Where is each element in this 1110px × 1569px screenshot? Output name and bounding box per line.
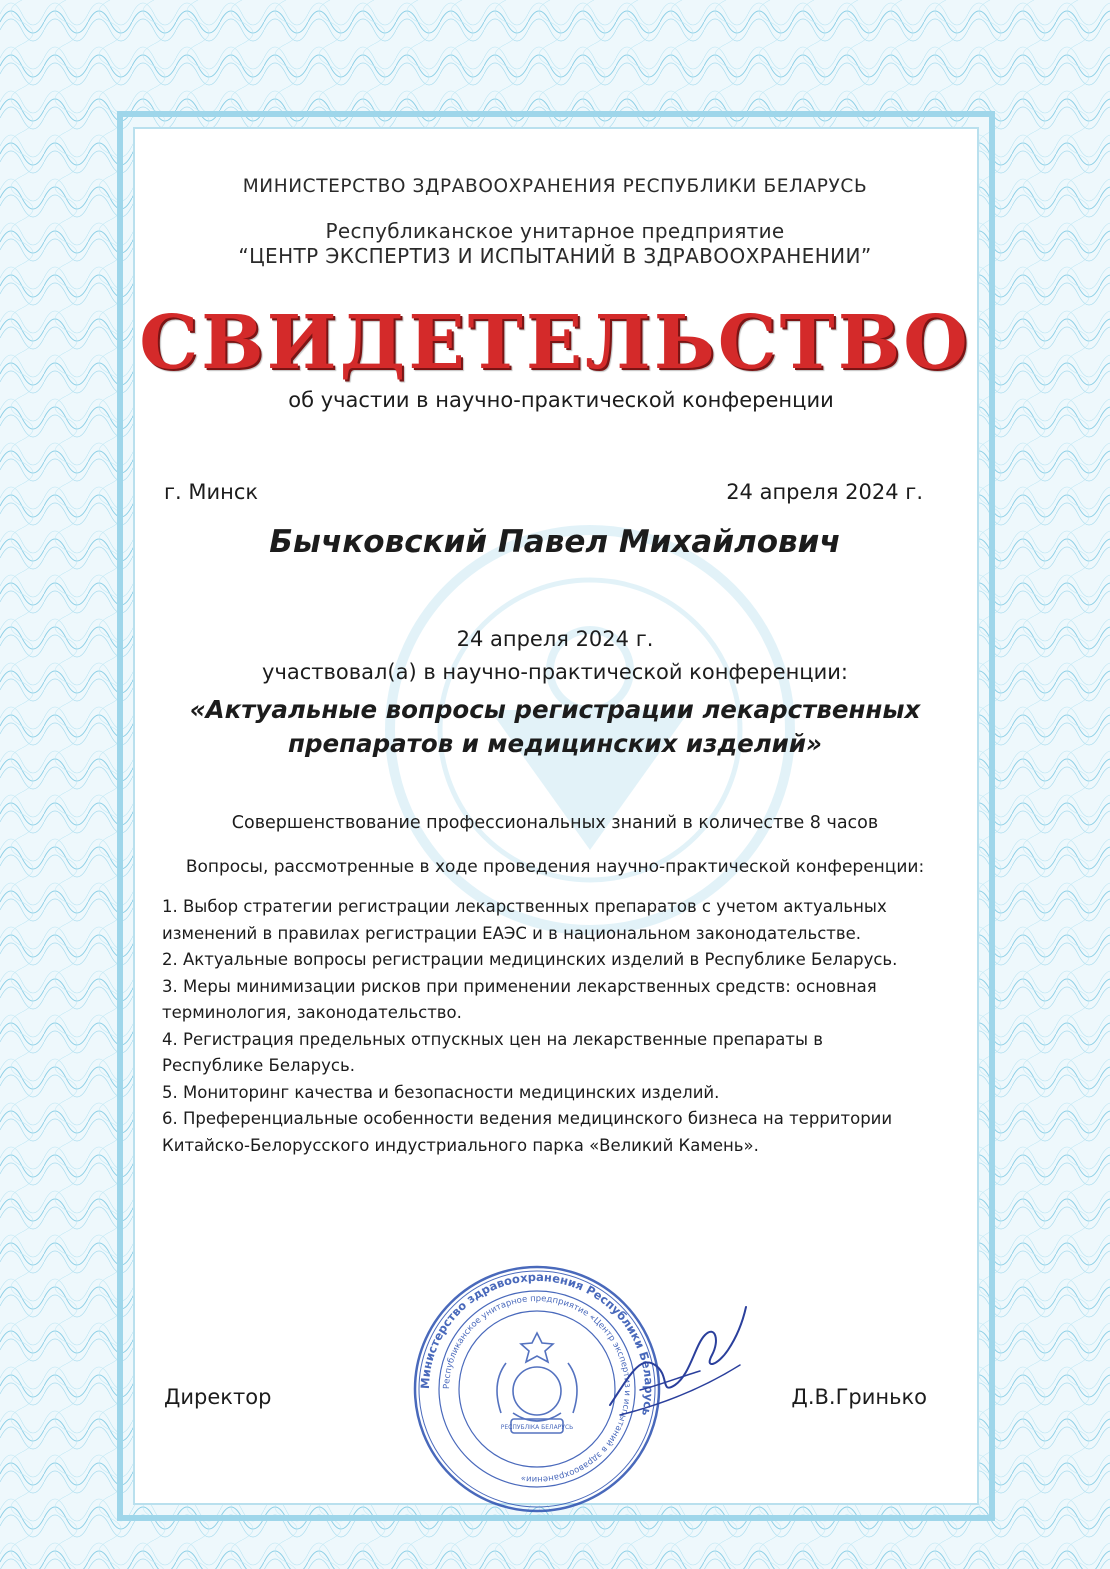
conference-title-line2: препаратов и медицинских изделий»	[288, 729, 822, 758]
questions-heading: Вопросы, рассмотренные в ходе проведения научно-практической конференции:	[185, 857, 925, 877]
issue-city: г. Минск	[164, 480, 259, 504]
list-item: терминология, законодательство.	[162, 1003, 462, 1022]
list-item: изменений в правилах регистрации ЕАЭС и в национальном законодательстве.	[162, 923, 861, 943]
topics-list	[162, 894, 922, 1159]
list-item: 2. Актуальные вопросы регистрации медицинских изделий в Республике Беларусь.	[162, 950, 898, 969]
signer-name: Д.В.Гринько	[791, 1385, 927, 1409]
event-date: 24 апреля 2024 г.	[456, 627, 654, 651]
list-item: 4. Регистрация предельных отпускных цен на лекарственные препараты в	[162, 1029, 823, 1049]
signer-role: Директор	[164, 1385, 272, 1409]
participation-text: участвовал(а) в научно-практической конференции:	[262, 660, 848, 684]
ministry-name: МИНИСТЕРСТВО ЗДРАВООХРАНЕНИЯ РЕСПУБЛИКИ БЕЛАРУСЬ	[242, 176, 868, 197]
organization-type: Республиканское унитарное предприятие	[325, 219, 785, 243]
certificate-title: СВИДЕТЕЛЬСТВО	[139, 300, 971, 386]
list-item: Республике Беларусь.	[162, 1056, 355, 1075]
recipient-name: Бычковский Павел Михайлович	[269, 524, 841, 560]
seal-inner-text: Республиканское унитарное предприятие «Центр экспертиз и испытаний в здравоохранении»	[441, 1293, 633, 1485]
list-item: 5. Мониторинг качества и безопасности медицинских изделий.	[162, 1082, 720, 1102]
certificate-subtitle: об участии в научно-практической конференции	[288, 388, 834, 412]
seal-outer-text: Министерство здравоохранения Республики Беларусь	[417, 1269, 657, 1418]
training-hours: Совершенствование профессиональных знаний в количестве 8 часов	[231, 813, 879, 833]
list-item: Китайско-Белорусского индустриального парка «Великий Камень».	[162, 1135, 759, 1155]
signature-scribble-icon	[600, 1295, 750, 1425]
organization-name: “ЦЕНТР ЭКСПЕРТИЗ И ИСПЫТАНИЙ В ЗДРАВООХРАНЕНИИ”	[238, 244, 872, 268]
issue-date: 24 апреля 2024 г.	[726, 480, 923, 504]
list-item: 6. Преференциальные особенности ведения медицинского бизнеса на территории	[162, 1109, 893, 1128]
list-item: 3. Меры минимизации рисков при применении лекарственных средств: основная	[162, 976, 877, 996]
list-item: 1. Выбор стратегии регистрации лекарственных препаратов с учетом актуальных	[162, 897, 887, 916]
conference-title-line1: «Актуальные вопросы регистрации лекарственных	[189, 695, 921, 724]
seal-emblem-text: РЕСПУБЛІКА БЕЛАРУСЬ	[500, 1424, 574, 1431]
